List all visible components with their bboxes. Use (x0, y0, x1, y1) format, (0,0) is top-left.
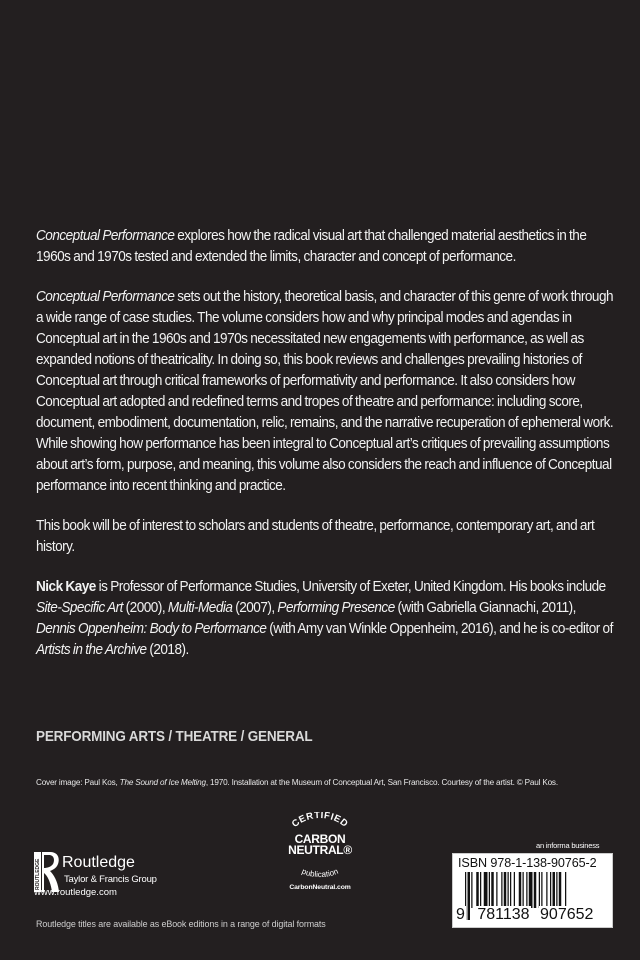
author-name: Nick Kaye (36, 579, 96, 595)
credit-text: , 1970. Installation at the Museum of Conceptual Art, San Francisco. Courtesy of the artist. © Paul Kos. (205, 777, 558, 787)
svg-text:CERTIFIED: CERTIFIED (289, 812, 351, 830)
informa-tagline: an informa business (536, 841, 600, 850)
book-title: Site-Specific Art (36, 600, 123, 616)
back-cover-blurb (36, 226, 616, 680)
author-bio (36, 577, 616, 661)
isbn-barcode (452, 853, 613, 928)
bio-text: (with Gabriella Giannachi, 2011), (394, 600, 576, 616)
credit-text: Cover image: Paul Kos, (36, 777, 120, 787)
bio-text: (with Amy van Winkle Oppenheim, 2016), and he is co-editor of (266, 621, 613, 637)
publisher-group: Taylor & Francis Group (64, 874, 157, 885)
carbon-neutral-wordmark (280, 834, 360, 856)
publisher-website-link[interactable]: www.routledge.com (34, 887, 117, 898)
barcode-number (455, 906, 611, 924)
book-title: Multi-Media (167, 600, 233, 616)
svg-text:ROUTLEDGE: ROUTLEDGE (35, 858, 42, 890)
svg-text:publication: publication (300, 866, 340, 880)
subject-category: PERFORMING ARTS / THEATRE / GENERAL (36, 728, 313, 745)
barcode-digit: 9 (456, 906, 465, 923)
blurb-paragraph-audience: This book will be of interest to scholars and students of theatre, performance, contemporary art, and art history. (36, 518, 595, 555)
barcode-digits-right: 907652 (540, 906, 594, 923)
barcode-digits-left: 781138 (477, 906, 530, 923)
bio-text: (2018). (146, 642, 189, 658)
artwork-title: The Sound of Ice Melting (119, 777, 206, 787)
blurb-paragraph-description (36, 287, 616, 497)
bio-text: is Professor of Performance Studies, University of Exeter, United Kingdom. His books include (95, 579, 606, 595)
book-title: Conceptual Performance (36, 228, 175, 244)
routledge-r-logo-icon (34, 852, 60, 892)
ebook-availability-note: Routledge titles are available as eBook editions in a range of digital formats (36, 918, 326, 929)
book-title: Dennis Oppenheim: Body to Performance (36, 621, 267, 637)
carbon-neutral-badge (272, 812, 368, 892)
publisher-name: Routledge (62, 854, 135, 871)
carbon-line: CARBON (294, 832, 346, 846)
carbon-neutral-url[interactable]: CarbonNeutral.com (289, 884, 351, 891)
book-title: Conceptual Performance (36, 289, 175, 305)
bio-text: (2000), (122, 600, 168, 616)
isbn-label: ISBN 978-1-138-90765-2 (458, 856, 597, 870)
neutral-line: NEUTRAL® (288, 843, 352, 857)
cover-image-credit (36, 777, 558, 787)
book-title: Performing Presence (277, 600, 395, 616)
bio-text: (2007), (232, 600, 278, 616)
blurb-text: sets out the history, theoretical basis, and character of this genre of work through a wide range of case studies. The volume considers how and why principal modes and agendas in Conceptual art in the 1960s and 1970s necessitated new engagements with performance, as well as expanded notions of theatricality. In doing so, this book reviews and challenges prevailing histories of Conceptual art through critical frameworks of performativity and performance. It also considers how Conceptual art adopted and redefined terms and tropes of theatre and performance: including score, document, embodiment, documentation, relic, remains, and the narrative recuperation of ephemeral work. While showing how performance has been integral to Conceptual art’s critiques of prevailing assumptions about art’s form, purpose, and meaning, this volume also considers the reach and influence of Conceptual performance into recent thinking and practice. (36, 289, 614, 494)
book-title: Artists in the Archive (36, 642, 147, 658)
blurb-text: explores how the radical visual art that challenged material aesthetics in the 1960s and 1970s tested and extended the limits, character and concept of performance. (36, 228, 587, 265)
blurb-paragraph-intro (36, 226, 616, 268)
